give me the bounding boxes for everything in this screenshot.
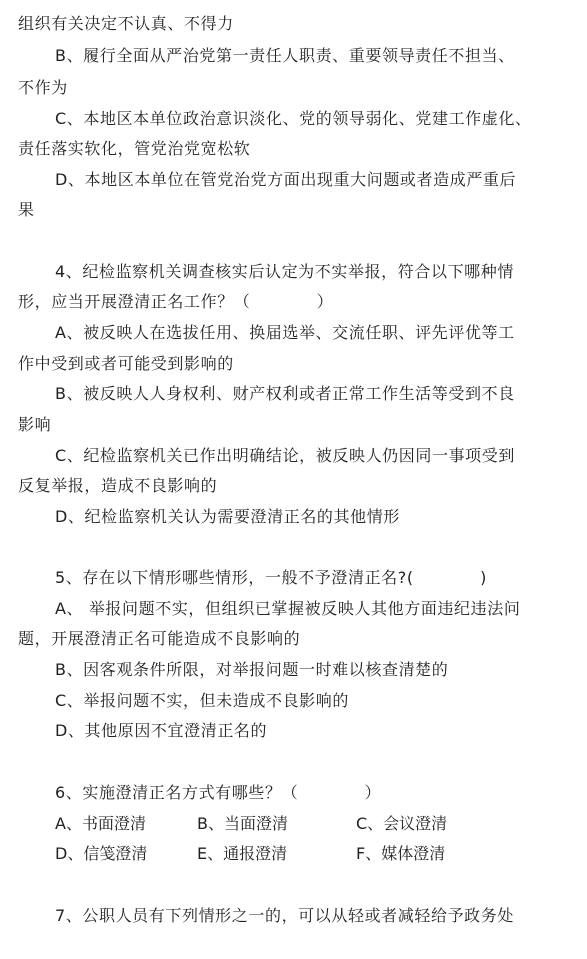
q5-option-c: C、举报问题不实，但未造成不良影响的 (55, 691, 349, 710)
q6-option-a: A、书面澄清 (55, 814, 146, 833)
text-line: 组织有关决定不认真、不得力 (18, 14, 234, 33)
q4-option-d: D、纪检监察机关认为需要澄清正名的其他情形 (55, 507, 400, 526)
question-6-title: 6、实施澄清正名方式有哪些？（ ） (55, 783, 382, 802)
q6-option-b: B、当面澄清 (197, 814, 288, 833)
question-5-title: 5、存在以下情形哪些情形，一般不予澄清正名?( ) (55, 568, 487, 587)
question-4-title-continued: 形，应当开展澄清正名工作？（ ） (18, 292, 334, 311)
q4-option-c-continued: 反复举报，造成不良影响的 (18, 476, 218, 495)
q4-option-a: A、被反映人在选拔任用、换届选举、交流任职、评先评优等工 (55, 323, 515, 342)
q5-option-d: D、其他原因不宜澄清正名的 (55, 721, 268, 740)
q6-option-c: C、会议澄清 (356, 814, 448, 833)
q6-option-d: D、信笺澄清 (55, 844, 148, 863)
option-d-text: D、本地区本单位在管党治党方面出现重大问题或者造成严重后 (55, 170, 517, 189)
q4-option-b: B、被反映人人身权利、财产权利或者正常工作生活等受到不良 (55, 384, 515, 403)
q5-option-a-continued: 题，开展澄清正名可能造成不良影响的 (18, 629, 301, 648)
q5-option-a: A、 举报问题不实，但组织已掌握被反映人其他方面违纪违法问 (55, 599, 521, 618)
q6-option-f: F、媒体澄清 (356, 844, 446, 863)
q6-option-e: E、通报澄清 (197, 844, 288, 863)
text-line: 果 (18, 200, 35, 219)
q4-option-b-continued: 影响 (18, 415, 52, 434)
q5-option-b: B、因客观条件所限，对举报问题一时难以核查清楚的 (55, 660, 449, 679)
text-line: 不作为 (18, 78, 68, 97)
question-4-title: 4、纪检监察机关调查核实后认定为不实举报，符合以下哪种情 (55, 262, 514, 281)
question-7-title: 7、公职人员有下列情形之一的，可以从轻或者减轻给予政务处 (55, 906, 514, 925)
option-c-text: C、本地区本单位政治意识淡化、党的领导弱化、党建工作虚化、 (55, 109, 532, 128)
option-b-text: B、履行全面从严治党第一责任人职责、重要领导责任不担当、 (55, 46, 515, 65)
q4-option-a-continued: 作中受到或者可能受到影响的 (18, 354, 234, 373)
q4-option-c: C、纪检监察机关已作出明确结论，被反映人仍因同一事项受到 (55, 446, 515, 465)
text-line: 责任落实软化，管党治党宽松软 (18, 139, 251, 158)
